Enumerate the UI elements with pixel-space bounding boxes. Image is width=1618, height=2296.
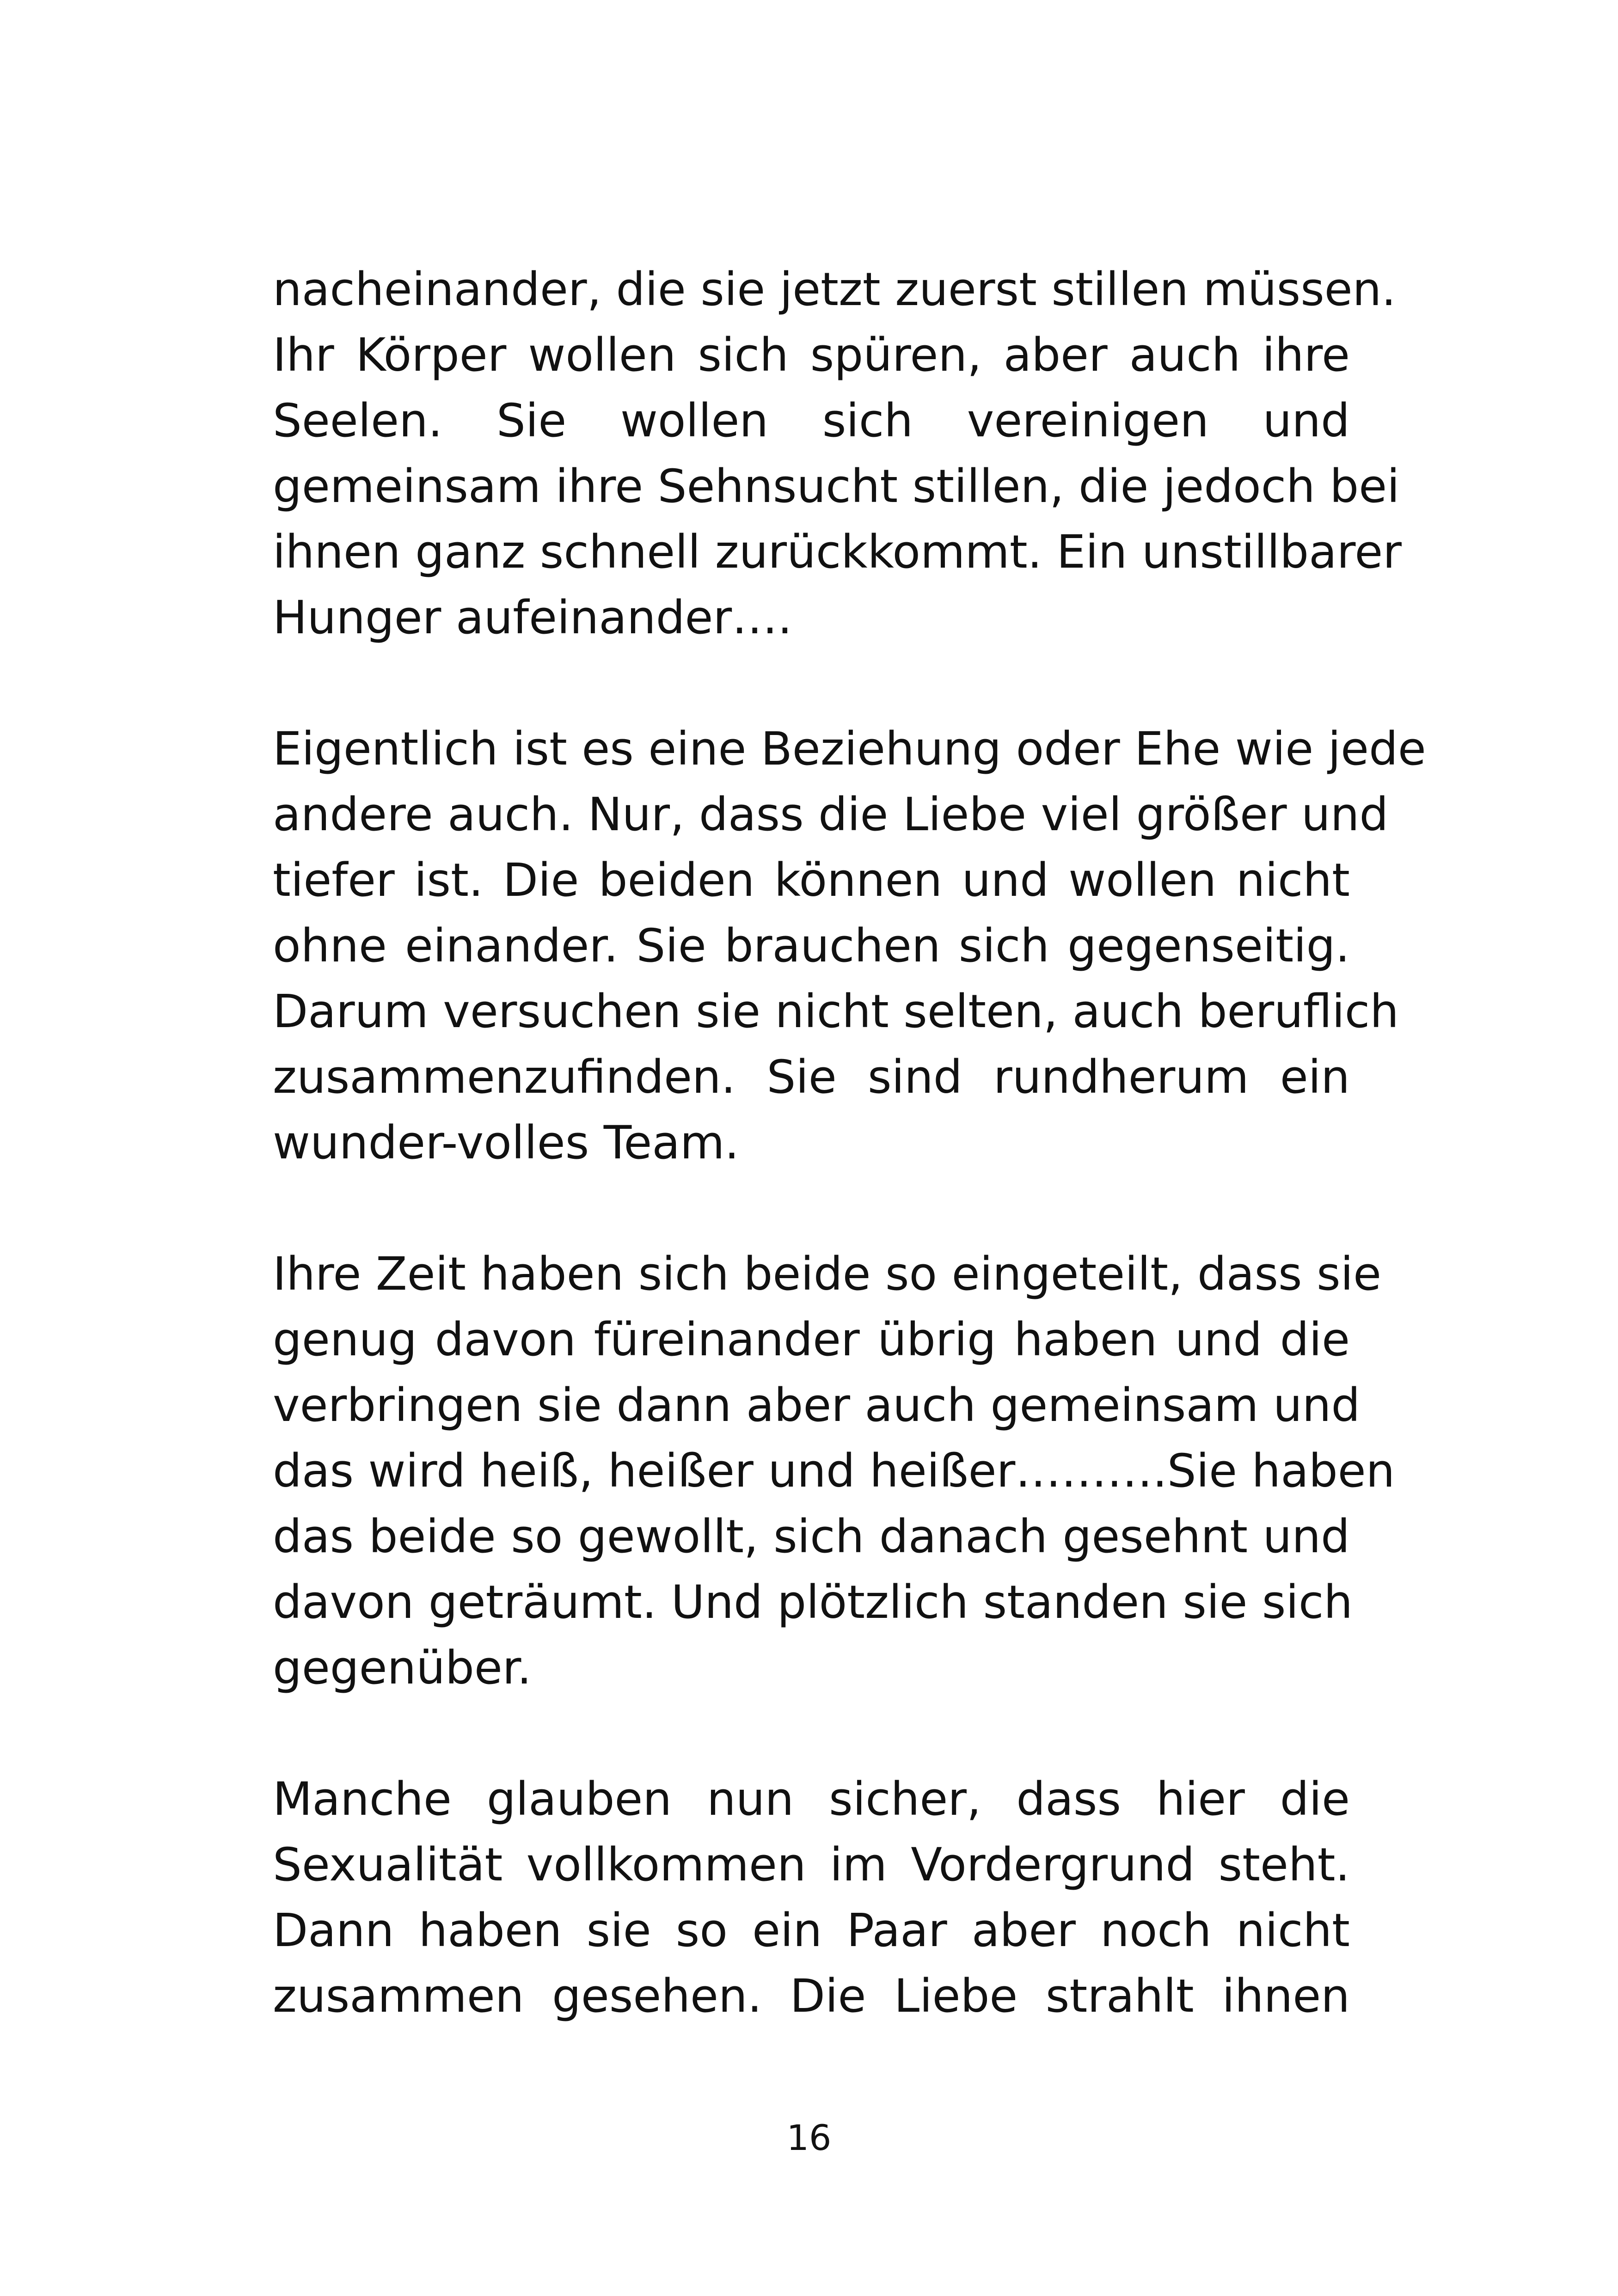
text-line: verbringen sie dann aber auch gemeinsam und <box>273 1379 1361 1432</box>
text-line: zusammenzufinden. Sie sind rundherum ein <box>273 1051 1350 1104</box>
text-line: Seelen. Sie wollen sich vereinigen und <box>273 394 1350 447</box>
text-line: gemeinsam ihre Sehnsucht stillen, die jedoch bei <box>273 460 1400 513</box>
text-line: Hunger aufeinander…. <box>273 591 792 644</box>
text-line: Eigentlich ist es eine Beziehung oder Ehe wie jede <box>273 722 1426 776</box>
text-line: Ihre Zeit haben sich beide so eingeteilt, dass sie <box>273 1248 1382 1301</box>
text-line: das beide so gewollt, sich danach gesehnt und <box>273 1510 1350 1563</box>
text-line: ihnen ganz schnell zurückkommt. Ein unstillbarer <box>273 526 1402 579</box>
text-line: tiefer ist. Die beiden können und wollen nicht <box>273 854 1350 907</box>
text-line: das wird heiß, heißer und heißer……….Sie haben <box>273 1445 1395 1498</box>
text-line: Sexualität vollkommen im Vordergrund steht. <box>273 1838 1350 1892</box>
text-line: Dann haben sie so ein Paar aber noch nicht <box>273 1904 1350 1957</box>
text-line: Darum versuchen sie nicht selten, auch beruflich <box>273 985 1399 1038</box>
text-line: genug davon füreinander übrig haben und die <box>273 1313 1350 1366</box>
text-line: Ihr Körper wollen sich spüren, aber auch ihre <box>273 329 1350 382</box>
page-number: 16 <box>786 2117 832 2158</box>
text-line: zusammen gesehen. Die Liebe strahlt ihnen <box>273 1970 1350 2023</box>
text-line: wunder-volles Team. <box>273 1116 739 1169</box>
text-line: andere auch. Nur, dass die Liebe viel größer und <box>273 788 1389 841</box>
text-line: davon geträumt. Und plötzlich standen sie sich <box>273 1576 1353 1629</box>
text-line: Manche glauben nun sicher, dass hier die <box>273 1773 1350 1826</box>
text-line: gegenüber. <box>273 1641 532 1695</box>
text-line: ohne einander. Sie brauchen sich gegenseitig. <box>273 919 1350 973</box>
text-line: nacheinander, die sie jetzt zuerst stillen müssen. <box>273 263 1396 316</box>
